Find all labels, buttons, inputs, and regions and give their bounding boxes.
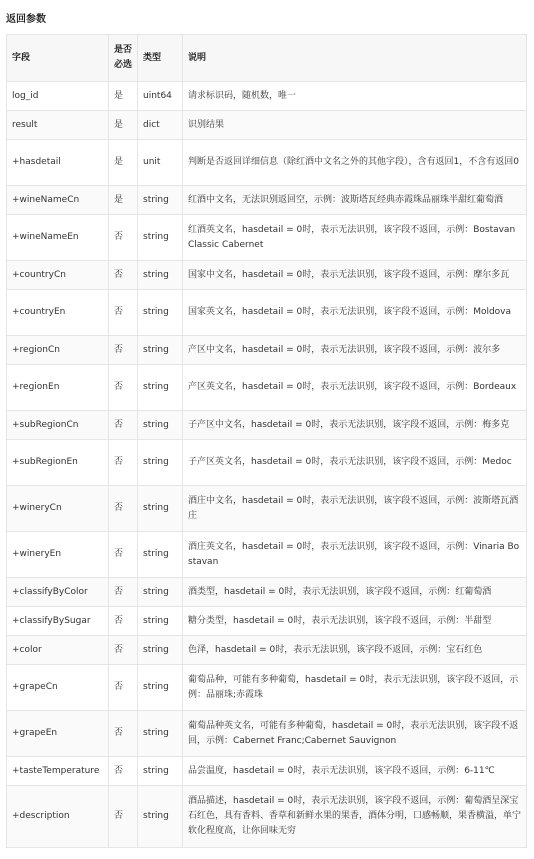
table-row — [7, 336, 527, 365]
cell-required: 是 — [109, 111, 138, 140]
cell-desc: 识别结果 — [183, 111, 527, 140]
table-row — [7, 365, 527, 411]
cell-field: +classifyBySugar — [7, 607, 109, 636]
cell-field: +subRegionCn — [7, 411, 109, 440]
cell-required: 否 — [109, 290, 138, 336]
cell-type: string — [138, 786, 183, 848]
cell-required: 否 — [109, 486, 138, 532]
cell-field: +wineNameEn — [7, 215, 109, 261]
cell-required: 否 — [109, 636, 138, 665]
cell-desc: 酒庄英文名，hasdetail = 0时，表示无法识别，该字段不返回，示例：Vinaria Bostavan — [183, 532, 527, 578]
cell-required: 否 — [109, 440, 138, 486]
table-row — [7, 636, 527, 665]
table-row — [7, 186, 527, 215]
cell-required: 否 — [109, 411, 138, 440]
cell-required: 否 — [109, 711, 138, 757]
cell-required: 否 — [109, 665, 138, 711]
cell-type: string — [138, 578, 183, 607]
table-row — [7, 532, 527, 578]
cell-required: 否 — [109, 336, 138, 365]
cell-type: string — [138, 290, 183, 336]
table-row — [7, 440, 527, 486]
cell-required: 否 — [109, 215, 138, 261]
cell-desc: 产区中文名，hasdetail = 0时，表示无法识别，该字段不返回，示例：波尔多 — [183, 336, 527, 365]
cell-desc: 子产区中文名，hasdetail = 0时，表示无法识别，该字段不返回，示例：梅多克 — [183, 411, 527, 440]
return-params-table — [6, 34, 527, 848]
header-type: 类型 — [138, 35, 183, 82]
section-title: 返回参数 — [6, 14, 46, 25]
cell-field: +wineNameCn — [7, 186, 109, 215]
cell-type: string — [138, 365, 183, 411]
cell-field: +tasteTemperature — [7, 757, 109, 786]
cell-desc: 子产区英文名，hasdetail = 0时，表示无法识别，该字段不返回，示例：Medoc — [183, 440, 527, 486]
cell-type: dict — [138, 111, 183, 140]
table-row — [7, 82, 527, 111]
cell-desc: 糖分类型，hasdetail = 0时，表示无法识别，该字段不返回，示例：半甜型 — [183, 607, 527, 636]
cell-type: string — [138, 440, 183, 486]
cell-type: string — [138, 665, 183, 711]
cell-desc: 葡萄品种，可能有多种葡萄，hasdetail = 0时，表示无法识别，该字段不返回，示例：品丽珠;赤霞珠 — [183, 665, 527, 711]
table-row — [7, 290, 527, 336]
table-row — [7, 261, 527, 290]
cell-desc: 酒类型，hasdetail = 0时，表示无法识别，该字段不返回，示例：红葡萄酒 — [183, 578, 527, 607]
cell-field: +regionCn — [7, 336, 109, 365]
cell-desc: 红酒中文名，无法识别返回空，示例：波斯塔瓦经典赤霞珠品丽珠半甜红葡萄酒 — [183, 186, 527, 215]
cell-type: uint64 — [138, 82, 183, 111]
table-row — [7, 665, 527, 711]
cell-required: 否 — [109, 578, 138, 607]
cell-field: +countryCn — [7, 261, 109, 290]
table-row — [7, 215, 527, 261]
cell-desc: 色泽，hasdetail = 0时，表示无法识别，该字段不返回，示例：宝石红色 — [183, 636, 527, 665]
table-row — [7, 711, 527, 757]
cell-required: 否 — [109, 757, 138, 786]
header-desc: 说明 — [183, 35, 527, 82]
cell-required: 是 — [109, 82, 138, 111]
table-row — [7, 578, 527, 607]
cell-field: +hasdetail — [7, 140, 109, 186]
cell-type: unit — [138, 140, 183, 186]
cell-type: string — [138, 607, 183, 636]
cell-desc: 品尝温度，hasdetail = 0时，表示无法识别，该字段不返回，示例：6-11℃ — [183, 757, 527, 786]
cell-field: +wineryEn — [7, 532, 109, 578]
cell-desc: 酒品描述，hasdetail = 0时，表示无法识别，该字段不返回，示例：葡萄酒呈深宝石红色，具有香料、香草和新鲜水果的果香，酒体分明，口感畅顺，果香横溢，单宁软化程度高，让你回味无穷 — [183, 786, 527, 848]
cell-required: 是 — [109, 140, 138, 186]
cell-type: string — [138, 336, 183, 365]
cell-type: string — [138, 215, 183, 261]
cell-field: +color — [7, 636, 109, 665]
cell-field: +grapeCn — [7, 665, 109, 711]
header-required: 是否必选 — [109, 35, 138, 82]
cell-required: 否 — [109, 532, 138, 578]
cell-field: +classifyByColor — [7, 578, 109, 607]
cell-field: +wineryCn — [7, 486, 109, 532]
cell-field: result — [7, 111, 109, 140]
cell-required: 否 — [109, 607, 138, 636]
cell-desc: 产区英文名，hasdetail = 0时，表示无法识别，该字段不返回，示例：Bordeaux — [183, 365, 527, 411]
cell-type: string — [138, 757, 183, 786]
cell-type: string — [138, 636, 183, 665]
table-row — [7, 786, 527, 848]
cell-field: log_id — [7, 82, 109, 111]
cell-type: string — [138, 186, 183, 215]
cell-desc: 葡萄品种英文名，可能有多种葡萄，hasdetail = 0时，表示无法识别，该字段不返回，示例：Cabernet Franc;Cabernet Sauvignon — [183, 711, 527, 757]
table-row — [7, 607, 527, 636]
cell-required: 否 — [109, 365, 138, 411]
cell-type: string — [138, 486, 183, 532]
table-row — [7, 140, 527, 186]
cell-desc: 酒庄中文名，hasdetail = 0时，表示无法识别，该字段不返回，示例：波斯塔瓦酒庄 — [183, 486, 527, 532]
cell-type: string — [138, 711, 183, 757]
table-row — [7, 411, 527, 440]
table-row — [7, 111, 527, 140]
cell-desc: 国家英文名，hasdetail = 0时，表示无法识别，该字段不返回，示例：Moldova — [183, 290, 527, 336]
cell-required: 否 — [109, 786, 138, 848]
cell-type: string — [138, 532, 183, 578]
table-row — [7, 757, 527, 786]
cell-field: +subRegionEn — [7, 440, 109, 486]
cell-desc: 红酒英文名，hasdetail = 0时，表示无法识别，该字段不返回，示例：Bostavan Classic Cabernet — [183, 215, 527, 261]
cell-desc: 判断是否返回详细信息（除红酒中文名之外的其他字段），含有返回1，不含有返回0 — [183, 140, 527, 186]
cell-field: +regionEn — [7, 365, 109, 411]
cell-type: string — [138, 411, 183, 440]
cell-desc: 国家中文名，hasdetail = 0时，表示无法识别，该字段不返回，示例：摩尔多瓦 — [183, 261, 527, 290]
cell-field: +countryEn — [7, 290, 109, 336]
cell-field: +description — [7, 786, 109, 848]
header-field: 字段 — [7, 35, 109, 82]
table-row — [7, 486, 527, 532]
cell-required: 是 — [109, 186, 138, 215]
table-header-row — [7, 35, 527, 82]
cell-type: string — [138, 261, 183, 290]
cell-required: 否 — [109, 261, 138, 290]
cell-field: +grapeEn — [7, 711, 109, 757]
cell-desc: 请求标识码，随机数，唯一 — [183, 82, 527, 111]
